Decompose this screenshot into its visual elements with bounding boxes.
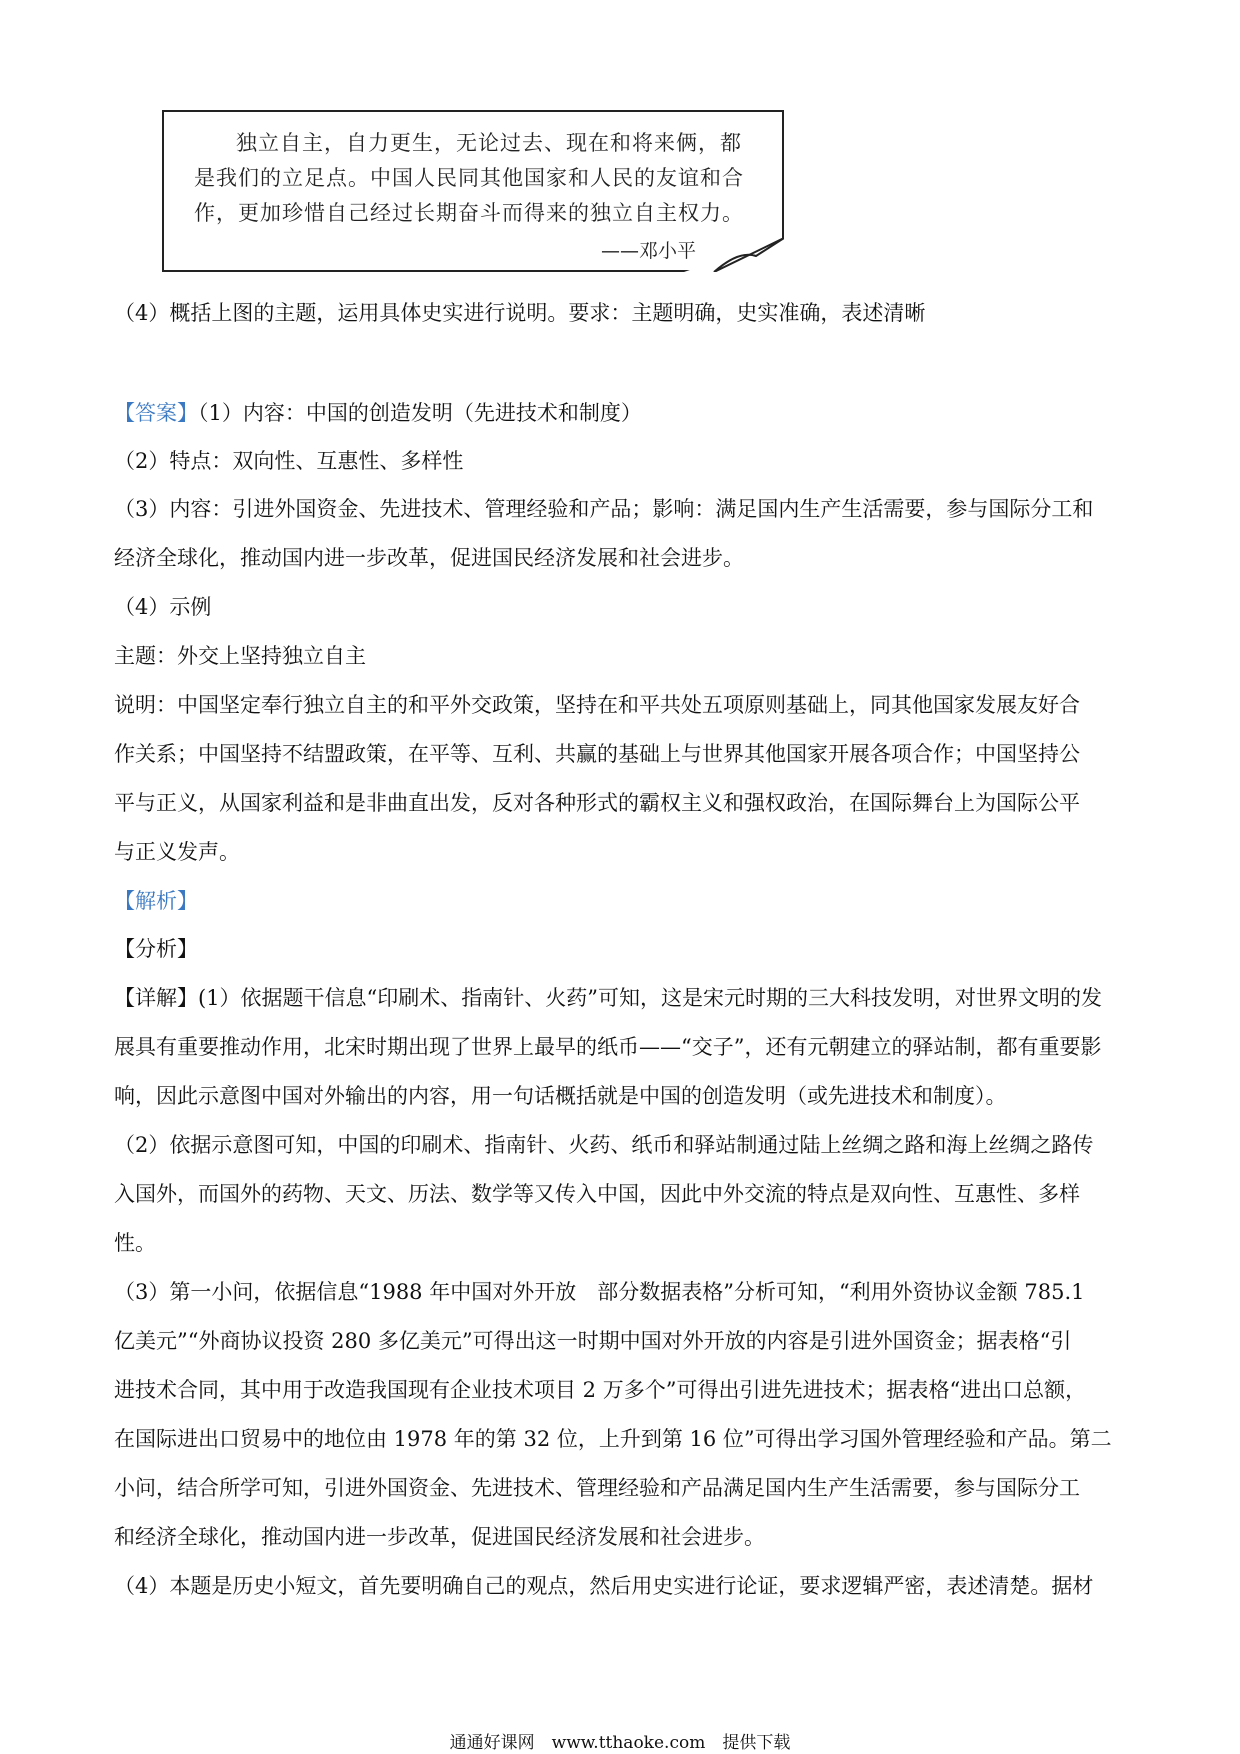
detail-line-1: 【详解】(1）依据题干信息“印刷术、指南针、火药”可知，这是宋元时期的三大科技发明，对世界文明的发	[114, 986, 1103, 1010]
detail-line-7: （3）第一小问，依据信息“1988 年中国对外开放 部分数据表格”分析可知，“利用外资协议金额 785.1	[114, 1280, 1085, 1304]
answer-line-3: （3）内容：引进外国资金、先进技术、管理经验和产品；影响：满足国内生产生活需要，参与国际分工和	[114, 497, 1094, 521]
quote-box	[162, 110, 784, 272]
detail-line-5: 入国外，而国外的药物、天文、历法、数学等又传入中国，因此中外交流的特点是双向性、互惠性、多样	[114, 1182, 1080, 1206]
answer-line-8: 作关系；中国坚持不结盟政策，在平等、互利、共赢的基础上与世界其他国家开展各项合作；中国坚持公	[114, 742, 1080, 766]
answer-line-5: （4）示例	[114, 595, 212, 619]
answer-line-10: 与正义发声。	[114, 840, 240, 864]
quote-author: ——邓小平	[600, 240, 696, 262]
answer-line-9: 平与正义，从国家利益和是非曲直出发，反对各种形式的霸权主义和强权政治，在国际舞台上为国际公平	[114, 791, 1080, 815]
detail-line-2: 展具有重要推动作用，北宋时期出现了世界上最早的纸币——“交子”，还有元朝建立的驿站制，都有重要影	[114, 1035, 1102, 1059]
answer-line-2: （2）特点：双向性、互惠性、多样性	[114, 449, 464, 473]
answer-line-7: 说明：中国坚定奉行独立自主的和平外交政策，坚持在和平共处五项原则基础上，同其他国家发展友好合	[114, 693, 1080, 717]
answer-line-6: 主题：外交上坚持独立自主	[114, 644, 366, 668]
detail-line-10: 在国际进出口贸易中的地位由 1978 年的第 32 位，上升到第 16 位”可得出学习国外管理经验和产品。第二	[114, 1427, 1112, 1451]
fenxi-tag: 【分析】	[114, 937, 198, 961]
detail-line-3: 响，因此示意图中国对外输出的内容，用一句话概括就是中国的创造发明（或先进技术和制度）。	[114, 1084, 1007, 1108]
detail-line-6: 性。	[114, 1231, 156, 1255]
answer-tag: 【答案】	[114, 401, 198, 425]
question-4: （4）概括上图的主题，运用具体史实进行说明。要求：主题明确，史实准确，表述清晰	[114, 301, 926, 325]
detail-tag: 【详解】	[114, 986, 198, 1010]
detail-line-8: 亿美元”“外商协议投资 280 多亿美元”可得出这一时期中国对外开放的内容是引进外国资金；据表格“引	[114, 1329, 1072, 1353]
answer-line-4: 经济全球化，推动国内进一步改革，促进国民经济发展和社会进步。	[114, 546, 744, 570]
detail-line-13: （4）本题是历史小短文，首先要明确自己的观点，然后用史实进行论证，要求逻辑严密，表述清楚。据材	[114, 1574, 1094, 1598]
detail-line-9: 进技术合同，其中用于改造我国现有企业技术项目 2 万多个”可得出引进先进技术；据表格“进出口总额，	[114, 1378, 1087, 1402]
page-curl-icon	[684, 238, 784, 272]
quote-text: 独立自主，自力更生，无论过去、现在和将来俩，都是我们的立足点。中国人民同其他国家和人民的友谊和合作，更加珍惜自己经过长期奋斗而得来的独立自主权力。	[194, 131, 744, 225]
detail-line-4: （2）依据示意图可知，中国的印刷术、指南针、火药、纸币和驿站制通过陆上丝绸之路和海上丝绸之路传	[114, 1133, 1094, 1157]
detail-line-11: 小问，结合所学可知，引进外国资金、先进技术、管理经验和产品满足国内生产生活需要，参与国际分工	[114, 1476, 1080, 1500]
answer-line-1: 【答案】（1）内容：中国的创造发明（先进技术和制度）	[114, 401, 642, 425]
page-footer: 通通好课网 www.tthaoke.com 提供下载	[449, 1733, 791, 1753]
detail-line-12: 和经济全球化，推动国内进一步改革，促进国民经济发展和社会进步。	[114, 1525, 765, 1549]
analysis-tag: 【解析】	[114, 889, 198, 913]
